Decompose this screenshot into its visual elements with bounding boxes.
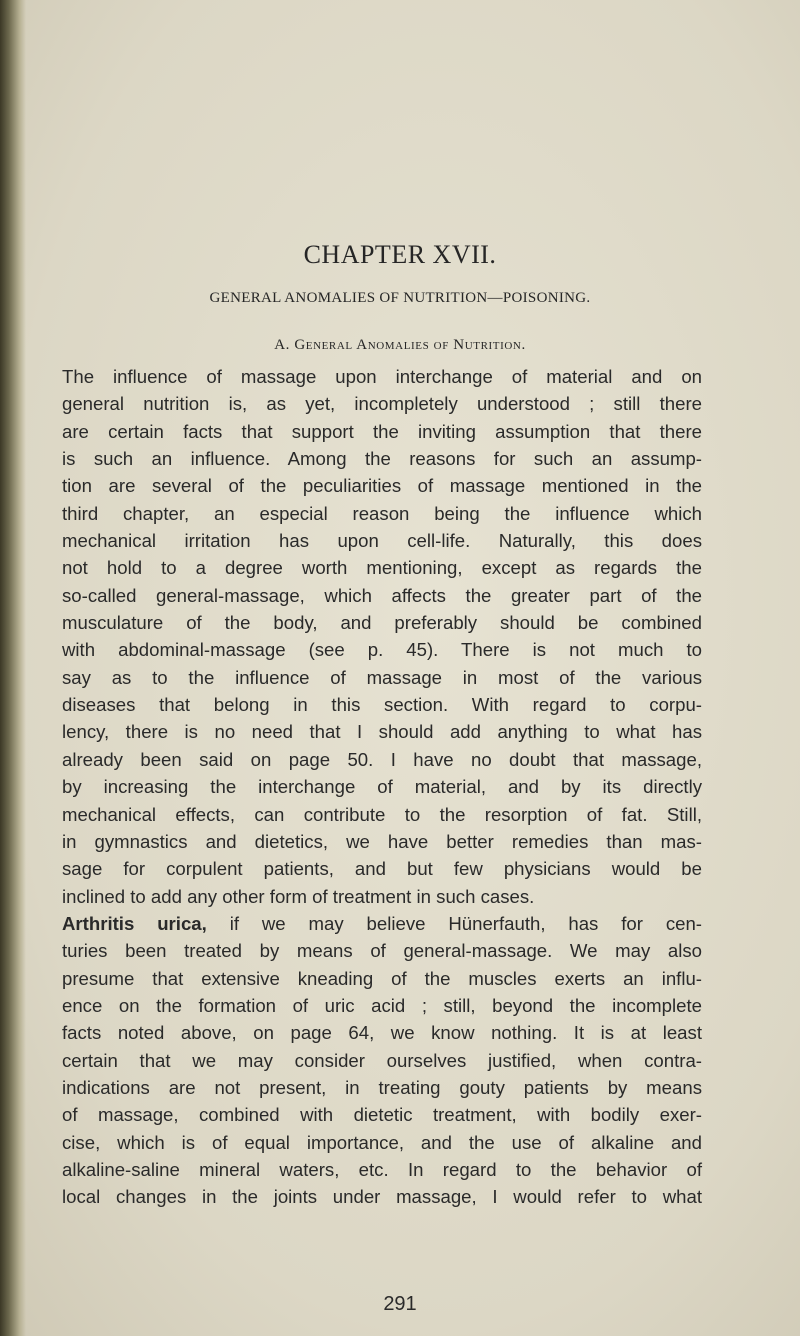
text-line: by increasing the interchange of material, and by its directly [62, 776, 702, 798]
body-text [62, 363, 702, 1211]
text-line: facts noted above, on page 64, we know nothing. It is at least [62, 1022, 702, 1044]
text-line: local changes in the joints under massage, I would refer to what [62, 1186, 702, 1208]
text-line: inclined to add any other form of treatment in such cases. [62, 885, 535, 907]
text-line: mechanical irritation has upon cell-life. Naturally, this does [62, 530, 702, 552]
arthritis-paragraph-first-line [62, 910, 702, 937]
text-line: general nutrition is, as yet, incompletely understood ; still there [62, 393, 702, 415]
text-line: presume that extensive kneading of the muscles exerts an influ- [62, 967, 702, 989]
text-line: in gymnastics and dietetics, we have better remedies than mas- [62, 830, 702, 852]
text-line: of massage, combined with dietetic treatment, with bodily exer- [62, 1104, 702, 1126]
text-line: musculature of the body, and preferably should be combined [62, 612, 702, 634]
text-line: sage for corpulent patients, and but few physicians would be [62, 858, 702, 880]
arthritis-term: Arthritis urica, [62, 912, 207, 934]
text-line: not hold to a degree worth mentioning, except as regards the [62, 557, 702, 579]
chapter-title: CHAPTER XVII. [303, 240, 497, 269]
text-line: mechanical effects, can contribute to the resorption of fat. Still, [62, 803, 702, 825]
text-line: tion are several of the peculiarities of massage mentioned in the [62, 475, 702, 497]
text-line: alkaline-saline mineral waters, etc. In regard to the behavior of [62, 1158, 702, 1180]
page-gutter-shadow [0, 0, 26, 1336]
chapter-subtitle: GENERAL ANOMALIES OF NUTRITION—POISONING. [209, 290, 591, 306]
text-line: say as to the influence of massage in most of the various [62, 666, 702, 688]
text-line: so-called general-massage, which affects the greater part of the [62, 584, 702, 606]
text-line: are certain facts that support the inviting assumption that there [62, 420, 702, 442]
text-line: The influence of massage upon interchange of material and on [62, 366, 702, 387]
text-line: with abdominal-massage (see p. 45). There is not much to [62, 639, 702, 661]
arthritis-line-rest: if we may believe Hünerfauth, has for cen- [206, 912, 702, 934]
text-line: is such an influence. Among the reasons for such an assump- [62, 448, 702, 470]
text-line: already been said on page 50. I have no doubt that massage, [62, 748, 702, 770]
text-line: indications are not present, in treating gouty patients by means [62, 1076, 702, 1098]
text-line: certain that we may consider ourselves justified, when contra- [62, 1049, 702, 1071]
section-title: A. General Anomalies of Nutrition. [274, 337, 526, 353]
text-line: diseases that belong in this section. With regard to corpu- [62, 694, 702, 716]
text-line: turies been treated by means of general-massage. We may also [62, 940, 702, 962]
page-number: 291 [383, 1293, 417, 1315]
text-line: third chapter, an especial reason being the influence which [62, 502, 702, 524]
text-line: ence on the formation of uric acid ; still, beyond the incomplete [62, 994, 702, 1016]
text-line: cise, which is of equal importance, and the use of alkaline and [62, 1131, 702, 1153]
text-line: lency, there is no need that I should add anything to what has [62, 721, 702, 743]
